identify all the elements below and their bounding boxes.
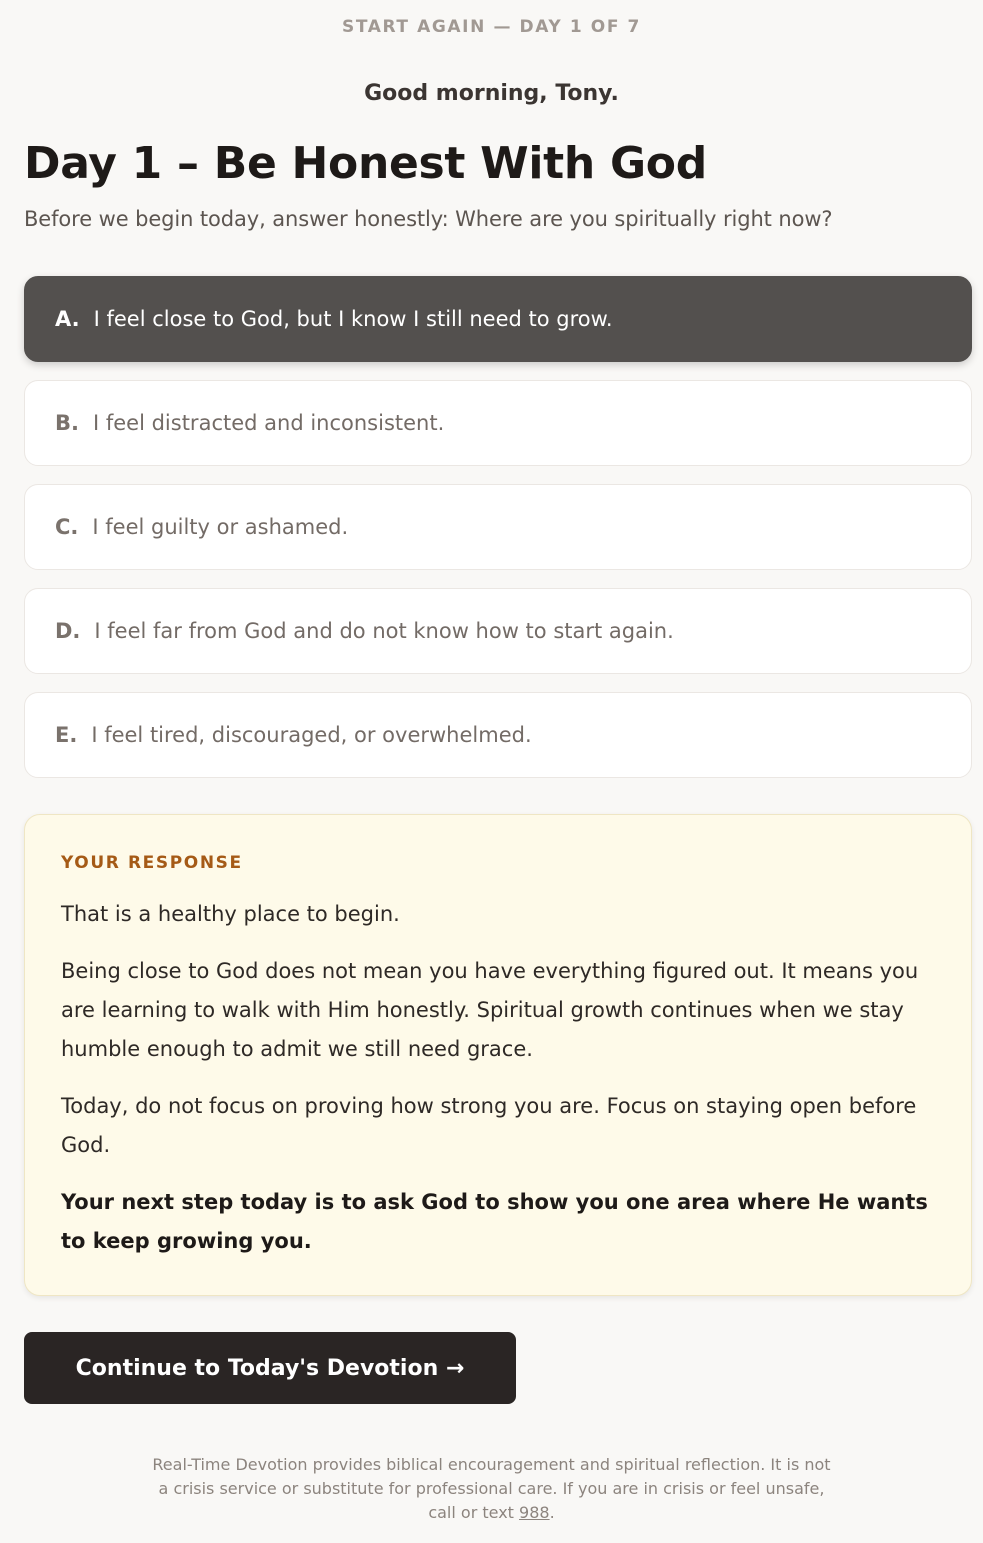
disclaimer-footer xyxy=(150,1453,833,1525)
progress-eyebrow: START AGAIN — DAY 1 OF 7 xyxy=(341,17,641,37)
crisis-line-link[interactable]: 988 xyxy=(519,1503,550,1522)
option-text: I feel guilty or ashamed. xyxy=(92,515,349,539)
response-label: YOUR RESPONSE xyxy=(61,853,243,873)
response-paragraph: Today, do not focus on proving how strong you are. Focus on staying open before God. xyxy=(61,1094,917,1157)
option-text: I feel tired, discouraged, or overwhelmed. xyxy=(91,723,532,747)
option-a[interactable] xyxy=(24,276,972,362)
page-title: Day 1 – Be Honest With God xyxy=(24,138,707,189)
next-step-paragraph: Your next step today is to ask God to show you one area where He wants to keep growing you. xyxy=(61,1190,928,1253)
option-text: I feel far from God and do not know how to start again. xyxy=(94,619,674,643)
option-letter: B. xyxy=(55,411,79,435)
option-letter: E. xyxy=(55,723,78,747)
option-letter: A. xyxy=(55,307,80,331)
option-text: I feel close to God, but I know I still need to grow. xyxy=(93,307,613,331)
option-b[interactable] xyxy=(24,380,972,466)
option-text: I feel distracted and inconsistent. xyxy=(92,411,445,435)
option-d[interactable] xyxy=(24,588,972,674)
response-paragraph: Being close to God does not mean you have everything figured out. It means you are learning to walk with Him honestly. Spiritual growth continues when we stay humble enough to admit we still need grace. xyxy=(61,959,919,1061)
response-card xyxy=(24,814,972,1296)
response-paragraph: That is a healthy place to begin. xyxy=(61,902,400,926)
option-letter: C. xyxy=(55,515,79,539)
question-prompt: Before we begin today, answer honestly: Where are you spiritually right now? xyxy=(24,207,833,231)
disclaimer-text-end: . xyxy=(549,1503,555,1522)
option-c[interactable] xyxy=(24,484,972,570)
answer-options xyxy=(24,276,972,796)
continue-button[interactable]: Continue to Today's Devotion → xyxy=(24,1332,516,1404)
option-letter: D. xyxy=(55,619,81,643)
option-e[interactable] xyxy=(24,692,972,778)
greeting: Good morning, Tony. xyxy=(364,81,619,106)
disclaimer-text: Real-Time Devotion provides biblical encouragement and spiritual reflection. It is not a crisis service or substitute for professional care. If you are in crisis or feel unsafe, call or text xyxy=(152,1455,831,1522)
